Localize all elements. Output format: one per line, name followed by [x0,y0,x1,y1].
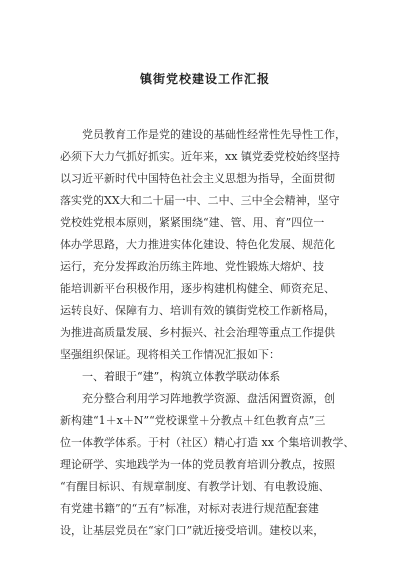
paragraph-line: 以习近平新时代中国特色社会主义思想为指导，全面贯彻 [60,172,335,185]
paragraph-line: 运转良好、保障有力、培训有效的镇街党校工作新格局， [60,304,335,317]
section-heading: 一、着眼于“建”，构筑立体教学联动体系 [82,370,281,383]
paragraph-line: 党员教育工作是党的建设的基础性经常性先导性工作， [82,128,346,141]
paragraph-line: 设，让基层党员在“家门口”就近接受培训。建校以来， [60,524,325,537]
paragraph-line: 落实党的XX大和二十届一中、二中、三中全会精神，坚守 [60,194,340,207]
paragraph-line: 为推进高质量发展、乡村振兴、社会治理等重点工作提供 [60,326,335,339]
paragraph-line: “有醒目标识、有规章制度、有教学计划、有电教设施、 [60,480,330,493]
document-title: 镇街党校建设工作汇报 [139,72,270,86]
paragraph-line: 能培训新平台积极作用，逐步构建机构健全、师资充足、 [60,282,335,295]
paragraph-line: 充分整合利用学习阵地教学资源、盘活闲置资源，创 [82,392,335,405]
paragraph-line: 有党建书籍”的“五有”标准，对标对表进行规范配套建 [60,502,319,515]
paragraph-line: 理论研学、实地践学为一体的党员教育培训分教点，按照 [60,458,335,471]
paragraph-line: 新构建“1＋x＋N”“党校课堂＋分教点＋红色教育点”三 [60,414,326,427]
paragraph-line: 运行，充分发挥政治历练主阵地、党性锻炼大熔炉、技 [60,260,324,273]
paragraph-line: 必须下大力气抓好抓实。近年来，xx 镇党委党校始终坚持 [60,150,340,163]
paragraph-line: 党校姓党根本原则，紧紧围绕“建、管、用、育”四位一 [60,216,325,229]
paragraph-line: 体办学思路，大力推进实体化建设、特色化发展、规范化 [60,238,335,251]
paragraph-line: 位一体教学体系。于村（社区）精心打造 xx 个集培训教学、 [60,436,355,449]
paragraph-line: 坚强组织保证。现将相关工作情况汇报如下： [60,348,280,361]
